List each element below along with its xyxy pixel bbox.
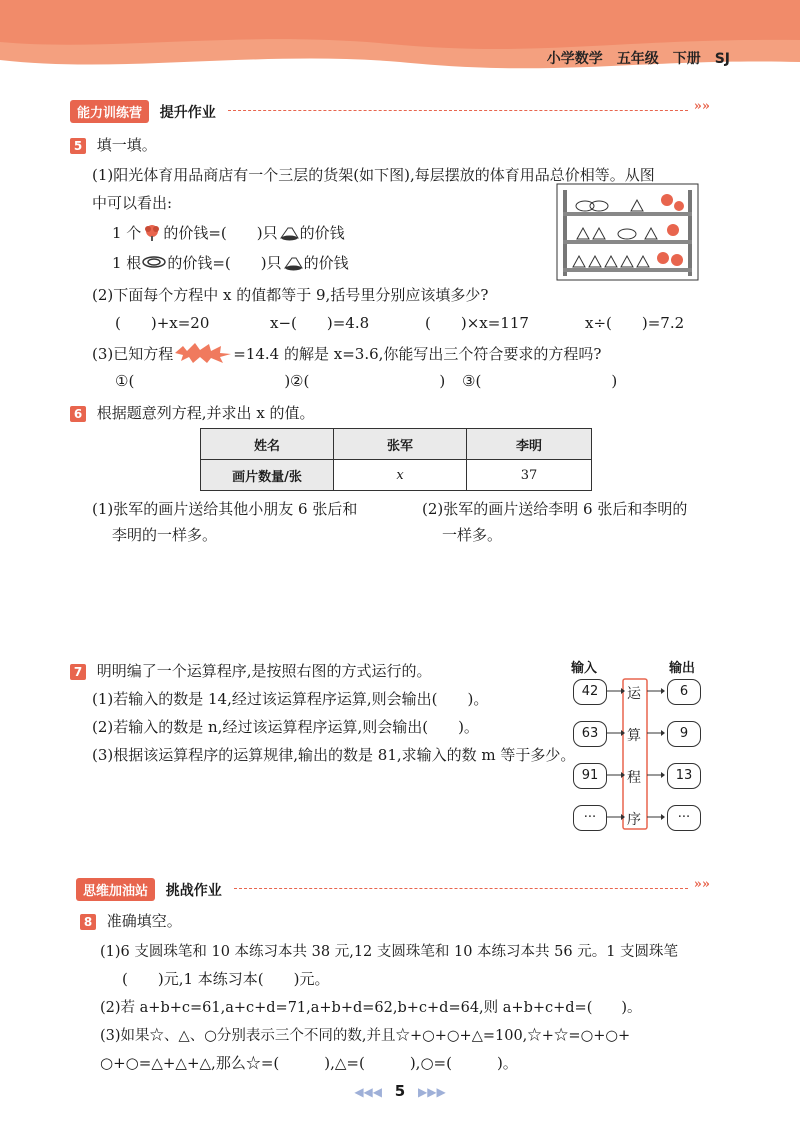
program-char: 序 xyxy=(627,812,641,828)
question-6-title xyxy=(70,402,315,423)
q5-p2-line: (2)下面每个方程中 x 的值都等于 9,括号里分别应该填多少? xyxy=(92,286,489,304)
input-box: 91 xyxy=(573,763,607,789)
q6-sub2-line1: (2)张军的画片送给李明 6 张后和李明的 xyxy=(422,500,688,518)
q5-p1-line2: 中可以看出: xyxy=(92,194,173,212)
section-divider xyxy=(228,110,688,111)
table-row xyxy=(201,429,592,460)
chevron-right-icon: »» xyxy=(693,99,710,114)
input-box: ··· xyxy=(573,805,607,831)
question-5-title xyxy=(70,134,157,155)
q5-p1-a: 1 个 的价钱=( )只 的价钱 xyxy=(112,224,345,242)
chevron-right-icon: »» xyxy=(693,877,710,892)
page-footer xyxy=(340,1082,460,1100)
header-band xyxy=(0,0,800,80)
question-7-title xyxy=(70,660,432,681)
question-number: 7 xyxy=(70,664,86,680)
table-cell: 37 xyxy=(467,460,592,491)
q6-sub2-line2: 一样多。 xyxy=(442,526,503,544)
section-divider xyxy=(234,888,688,889)
table-row xyxy=(201,460,592,491)
shuttlecock-icon xyxy=(278,225,300,241)
section-badge: 思维加油站 xyxy=(76,878,155,901)
q7-p2: (2)若输入的数是 n,经过该运算程序运算,则会输出( )。 xyxy=(92,718,479,736)
program-char: 程 xyxy=(627,770,641,786)
question-title: 准确填空。 xyxy=(106,912,182,930)
q8-p2: (2)若 a+b+c=61,a+c+d=71,a+b+d=62,b+c+d=64,则 a+b+c+d=( )。 xyxy=(100,1000,642,1016)
q6-sub1-line2: 李明的一样多。 xyxy=(112,526,218,544)
starburst-icon xyxy=(173,342,233,364)
section-heading-1 xyxy=(70,100,710,122)
q8-p1-line2: ( )元,1 本练习本( )元。 xyxy=(122,970,330,988)
section-title: 提升作业 xyxy=(159,105,216,121)
program-char: 运 xyxy=(627,686,641,702)
output-box: 6 xyxy=(667,679,701,705)
q5-p2-eq-2: x−( )=4.8 xyxy=(270,314,370,332)
q8-p3-line1: (3)如果☆、△、○分别表示三个不同的数,并且☆+○+○+△=100,☆+☆=○+○+ xyxy=(100,1028,631,1044)
q5-p3-answer-3: ③( ) xyxy=(462,372,618,390)
skipping-rope-icon xyxy=(141,253,167,271)
triangles-right-icon: ▶▶▶ xyxy=(418,1085,446,1099)
input-box: 42 xyxy=(573,679,607,705)
section-heading-2 xyxy=(76,878,710,900)
q5-p3-line: (3)已知方程 =14.4 的解是 x=3.6,你能写出三个符合要求的方程吗? xyxy=(92,342,601,364)
question-number: 5 xyxy=(70,138,86,154)
q7-p1: (1)若输入的数是 14,经过该运算程序运算,则会输出( )。 xyxy=(92,690,489,708)
table-cell: x xyxy=(334,460,467,491)
question-number: 6 xyxy=(70,406,86,422)
q5-p2-eq-3: ( )×x=117 xyxy=(425,314,529,332)
q8-p3-line2: ○+○=△+△+△,那么☆=( ),△=( ),○=( )。 xyxy=(100,1054,518,1072)
table-header-cell: 李明 xyxy=(467,429,592,460)
book-title: 小学数学 五年级 下册 SJ xyxy=(546,51,730,67)
q5-p3-answer-2: ②( ) xyxy=(290,372,446,390)
triangles-left-icon: ◀◀◀ xyxy=(354,1085,382,1099)
question-title: 填一填。 xyxy=(96,136,157,154)
table-header-cell: 姓名 xyxy=(201,429,334,460)
q7-p3: (3)根据该运算程序的运算规律,输出的数是 81,求输入的数 m 等于多少。 xyxy=(92,746,576,764)
section-title: 挑战作业 xyxy=(165,883,222,899)
question-number: 8 xyxy=(80,914,96,930)
output-box: 9 xyxy=(667,721,701,747)
page-number: 5 xyxy=(394,1082,406,1100)
shelf-illustration xyxy=(555,182,700,282)
input-label: 输入 xyxy=(571,661,598,676)
q5-p1-line1: (1)阳光体育用品商店有一个三层的货架(如下图),每层摆放的体育用品总价相等。从图 xyxy=(92,166,655,184)
program-char: 算 xyxy=(627,728,641,744)
q6-sub1-line1: (1)张军的画片送给其他小朋友 6 张后和 xyxy=(92,500,358,518)
input-box: 63 xyxy=(573,721,607,747)
name-count-table xyxy=(200,428,592,491)
output-box: 13 xyxy=(667,763,701,789)
q5-p2-eq-1: ( )+x=20 xyxy=(115,314,210,332)
flower-ball-icon xyxy=(141,223,163,241)
output-box: ··· xyxy=(667,805,701,831)
q5-p3-answer-1: ①( ) xyxy=(115,372,291,390)
shuttlecock-icon xyxy=(282,255,304,271)
q8-p1-line1: (1)6 支圆珠笔和 10 本练习本共 38 元,12 支圆珠笔和 10 本练习本共 56 元。1 支圆珠笔 xyxy=(100,944,679,960)
table-row-label: 画片数量/张 xyxy=(201,460,334,491)
section-badge: 能力训练营 xyxy=(70,100,149,123)
question-title: 明明编了一个运算程序,是按照右图的方式运行的。 xyxy=(96,662,432,680)
question-title: 根据题意列方程,并求出 x 的值。 xyxy=(96,404,315,422)
q5-p1-b: 1 根 的价钱=( )只 的价钱 xyxy=(112,254,349,272)
output-label: 输出 xyxy=(669,661,696,676)
table-header-cell: 张军 xyxy=(334,429,467,460)
program-flow-diagram xyxy=(565,655,710,835)
question-8-title xyxy=(80,910,182,931)
q5-p2-eq-4: x÷( )=7.2 xyxy=(585,314,685,332)
